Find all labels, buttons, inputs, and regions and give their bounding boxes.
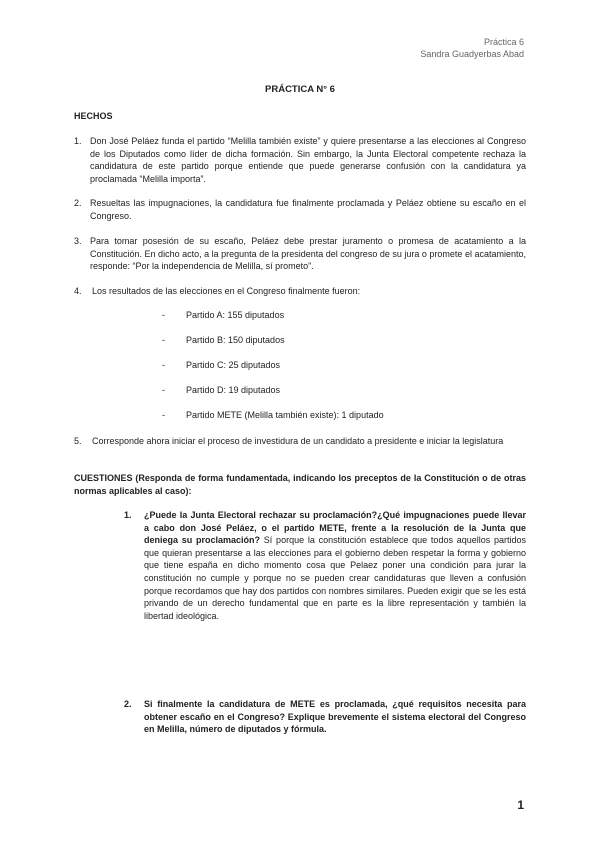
result-bullet: - bbox=[162, 410, 165, 420]
result-party-b: Partido B: 150 diputados bbox=[186, 335, 285, 345]
header-line-2: Sandra Guadyerbas Abad bbox=[420, 49, 524, 59]
result-bullet: - bbox=[162, 310, 165, 320]
hecho-3-text: Para tomar posesión de su escaño, Peláez debe prestar juramento o promesa de acatamiento a la Constitución. En dicho acto, a la pregunta de la presidenta del congreso de su jura o promete el acatamiento, responde: “Por la independencia de Melilla, sí prometo”. bbox=[90, 236, 526, 272]
question-1-text: ¿Puede la Junta Electoral rechazar su proclamación?¿Qué impugnaciones puede llevar a cabo don José Peláez, o el partido METE, frente a la resolución de la Junta que deniega su proclamación? bbox=[144, 510, 526, 546]
hecho-2-text: Resueltas las impugnaciones, la candidatura fue finalmente proclamada y Peláez obtiene su escaño en el Congreso. bbox=[90, 198, 526, 221]
page-number: 1 bbox=[517, 798, 524, 812]
result-bullet: - bbox=[162, 360, 165, 370]
hecho-1-number: 1. bbox=[74, 136, 82, 146]
question-2-number: 2. bbox=[124, 699, 132, 709]
answer-1-text: Sí porque la constitución establece que todos aquellos partidos que quieran presentarse a las elecciones para el gobierno deben respetar la forma y gobierno que tiene españa en dicho momento cosa que Pelaez poner una condición para jurar la constitución no cumple y porque no se pueden crear candidaturas que lleven a confusión porque recordamos que hay dos partidos con nombres similares. Pueden exigir que se les está privando de un derecho fundamental que en parte es la libre representación y también la libertad ideológica. bbox=[144, 535, 527, 621]
hechos-heading: HECHOS bbox=[74, 111, 113, 121]
result-party-c: Partido C: 25 diputados bbox=[186, 360, 281, 370]
header-line-1: Práctica 6 bbox=[483, 37, 524, 47]
hecho-2-number: 2. bbox=[74, 198, 82, 208]
question-1-number: 1. bbox=[124, 510, 132, 520]
question-2-text: Si finalmente la candidatura de METE es proclamada, ¿qué requisitos necesita para obtener escaño en el Congreso? Explique brevemente el sistema electoral del Congreso en Melilla, número de diputados y fórmula. bbox=[144, 699, 526, 735]
question-1-block bbox=[144, 509, 526, 622]
cuestiones-heading: CUESTIONES (Responda de forma fundamentada, indicando los preceptos de la Constitución o de otras normas aplicables al caso): bbox=[74, 473, 526, 496]
hecho-5-text: Corresponde ahora iniciar el proceso de investidura de un candidato a presidente e iniciar la legislatura bbox=[92, 436, 504, 446]
result-bullet: - bbox=[162, 335, 165, 345]
hecho-1-text: Don José Peláez funda el partido “Melilla también existe” y quiere presentarse a las elecciones al Congreso de los Diputados como líder de dicha formación. Sin embargo, la Junta Electoral competente rechaza la candidatura de este partido porque entiende que puede generarse confusión con la candidatura ya proclamada “Melilla importa”. bbox=[90, 136, 526, 184]
hecho-4-number: 4. bbox=[74, 286, 82, 296]
hecho-3-number: 3. bbox=[74, 236, 82, 246]
result-party-mete: Partido METE (Melilla también existe): 1 diputado bbox=[186, 410, 384, 420]
result-party-d: Partido D: 19 diputados bbox=[186, 385, 281, 395]
hecho-5-number: 5. bbox=[74, 436, 82, 446]
page-title: PRÁCTICA N° 6 bbox=[265, 84, 335, 95]
hecho-4-text: Los resultados de las elecciones en el Congreso finalmente fueron: bbox=[92, 286, 361, 296]
result-bullet: - bbox=[162, 385, 165, 395]
result-party-a: Partido A: 155 diputados bbox=[186, 310, 285, 320]
